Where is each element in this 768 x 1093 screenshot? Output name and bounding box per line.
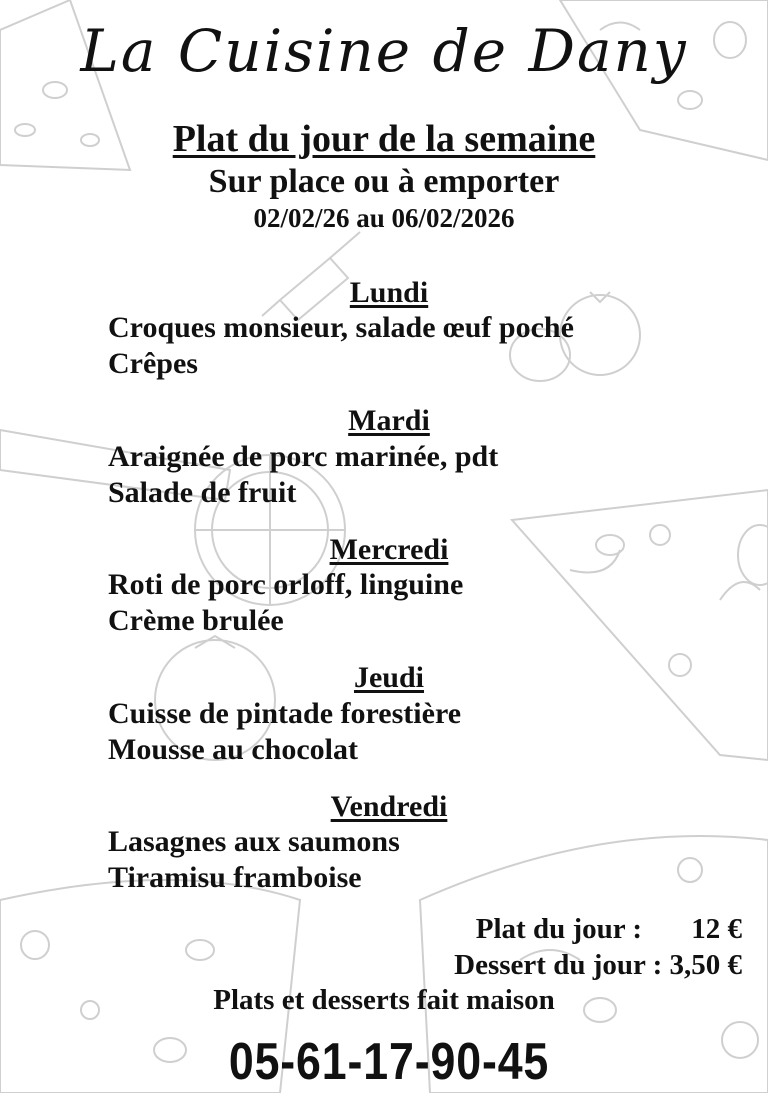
day-heading-jeudi: Jeudi <box>353 661 425 694</box>
day-heading-mardi: Mardi <box>348 404 430 437</box>
dish-mercredi-main: Roti de porc orloff, linguine <box>108 568 464 601</box>
dessert-du-jour-price-line <box>454 951 742 980</box>
homemade-note: Plats et desserts fait maison <box>213 984 555 1016</box>
dessert-price-label: Dessert du jour : <box>454 949 663 981</box>
day-heading-mercredi: Mercredi <box>329 533 449 566</box>
day-heading-vendredi: Vendredi <box>330 790 448 823</box>
dish-mardi-dessert: Salade de fruit <box>108 476 297 509</box>
dish-vendredi-main: Lasagnes aux saumons <box>108 825 400 858</box>
dish-vendredi-dessert: Tiramisu framboise <box>108 861 362 894</box>
plat-du-jour-price-line <box>476 915 742 944</box>
dessert-price-value: 3,50 € <box>669 949 742 981</box>
plat-price-value: 12 € <box>691 913 742 945</box>
week-dates: 02/02/26 au 06/02/2026 <box>253 203 515 233</box>
dish-jeudi-main: Cuisse de pintade forestière <box>108 697 462 730</box>
menu-title: Plat du jour de la semaine <box>172 118 596 160</box>
plat-price-label: Plat du jour : <box>475 913 642 945</box>
service-mode: Sur place ou à emporter <box>208 163 560 200</box>
dish-lundi-main: Croques monsieur, salade œuf poché <box>108 311 574 344</box>
phone-number: 05-61-17-90-45 <box>228 1033 550 1091</box>
dish-mardi-main: Araignée de porc marinée, pdt <box>108 440 499 473</box>
restaurant-name: La Cuisine de Dany <box>80 17 688 85</box>
day-heading-lundi: Lundi <box>349 276 429 309</box>
dish-lundi-dessert: Crêpes <box>108 347 198 380</box>
dish-mercredi-dessert: Crème brulée <box>108 604 284 637</box>
dish-jeudi-dessert: Mousse au chocolat <box>108 733 358 766</box>
